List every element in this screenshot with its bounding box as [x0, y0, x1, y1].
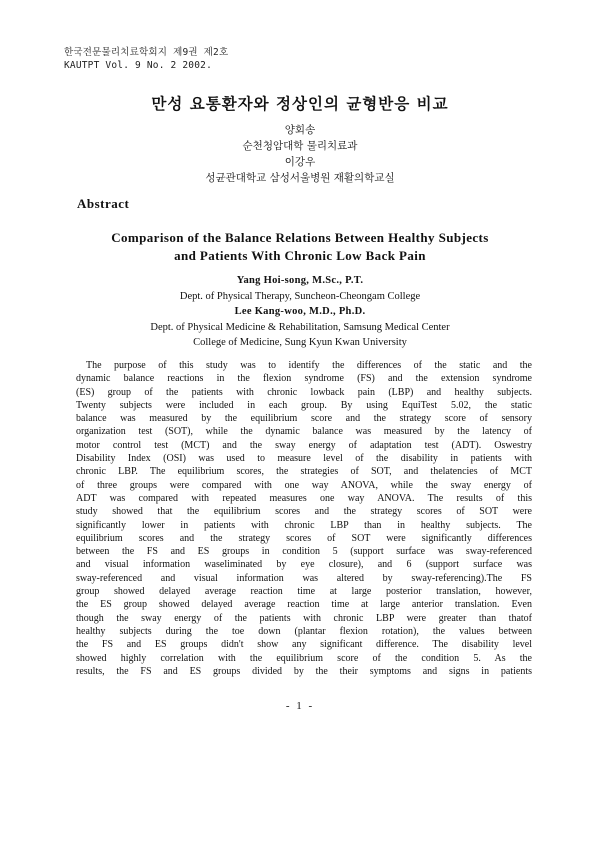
abstract-line: significantly lower in patients with chronic LBP than in healthy subjects. The — [76, 519, 532, 531]
abstract-line: dynamic balance reactions in the flexion syndrome (FS) and the extension syndrome — [76, 373, 532, 385]
korean-affiliation-2: 성균관대학교 삼성서울병원 재활의학교실 — [205, 172, 395, 184]
english-title — [0, 229, 600, 265]
english-authors — [0, 273, 600, 351]
abstract-line: organization test (SOT), while the dynamic balance was measured by the latency of — [76, 426, 532, 438]
korean-author-2: 이강우 — [284, 156, 316, 168]
abstract-line: and visual information waseliminated by eye closure), and 6 (support surface was — [76, 559, 532, 571]
abstract-line: ADT was compared with repeated measures one way ANOVA. The results of this — [76, 492, 532, 504]
english-title-line-2: and Patients With Chronic Low Back Pain — [174, 248, 426, 263]
english-affiliation-2b: College of Medicine, Sung Kyun Kwan University — [193, 337, 407, 348]
abstract-line: Twenty subjects were included in each group. By using EquiTest 5.02, the static — [76, 399, 532, 411]
abstract-line: of three groups were compared with one way ANOVA, while the sway energy of — [76, 479, 532, 491]
abstract-line: showed highly correlation with the equilibrium score of the condition 5. As the — [76, 652, 532, 664]
abstract-line: though the sway energy of the patients with chronic LBP were greater than thatof — [76, 612, 532, 624]
journal-english-line: KAUTPT Vol. 9 No. 2 2002. — [64, 60, 212, 71]
abstract-heading: Abstract — [77, 196, 130, 211]
abstract-line: results, the FS and ES groups divided by the their symptoms and signs in patients — [76, 665, 532, 677]
abstract-line: the FS and ES groups didn't show any significant difference. The disability level — [76, 639, 532, 651]
abstract-body — [76, 359, 532, 678]
abstract-line: Disability Index (OSI) was used to measure level of the disability in patients with — [76, 453, 532, 465]
journal-header — [64, 46, 228, 72]
english-affiliation-2a: Dept. of Physical Medicine & Rehabilitation, Samsung Medical Center — [150, 321, 450, 333]
korean-author-1: 양회송 — [284, 124, 316, 136]
abstract-line: The purpose of this study was to identify the differences of the static and the — [86, 360, 532, 371]
korean-affiliation-1: 순천청암대학 물리치료과 — [242, 140, 358, 152]
english-title-line-1: Comparison of the Balance Relations Between Healthy Subjects — [111, 230, 489, 245]
abstract-line: group showed delayed average reaction time at large posterior translation, however, — [76, 586, 532, 598]
english-author-2: Lee Kang-woo, M.D., Ph.D. — [234, 306, 366, 317]
abstract-line: study showed that the equilibrium scores and the strategy scores of SOT were — [76, 506, 532, 518]
korean-authors — [0, 122, 600, 186]
abstract-line: balance was measured by the equilibrium score and the strategy score of sensory — [76, 413, 532, 425]
abstract-line: between the FS and ES groups in condition 5 (support surface was sway-referenced — [76, 546, 532, 558]
page-number: - 1 - — [285, 700, 315, 712]
abstract-line: the ES group showed delayed average reaction time at large anterior translation. Even — [76, 599, 532, 611]
abstract-line: sway-referenced and visual information was altered by sway-referencing).The FS — [76, 572, 532, 584]
abstract-line: (ES) group of the patients with chronic lowback pain (LBP) and healthy subjects. — [76, 386, 532, 398]
abstract-line: motor control test (MCT) and the sway energy of adaptation test (ADT). Oswestry — [76, 439, 532, 451]
english-affiliation-1: Dept. of Physical Therapy, Suncheon-Cheongam College — [179, 290, 421, 302]
korean-title: 만성 요통환자와 정상인의 균형반응 비교 — [151, 94, 449, 113]
abstract-line: equilibrium scores and the strategy scores of SOT were significantly differences — [76, 532, 532, 544]
abstract-line: healthy subjects during the toe down (plantar flexion rotation), the values between — [76, 625, 532, 637]
abstract-line: chronic LBP. The equilibrium scores, the strategies of SOT, and thelatencies of MCT — [76, 466, 532, 478]
english-author-1: Yang Hoi-song, M.Sc., P.T. — [236, 275, 364, 286]
journal-korean-line: 한국전문물리치료학회지 제9권 제2호 — [64, 47, 229, 58]
